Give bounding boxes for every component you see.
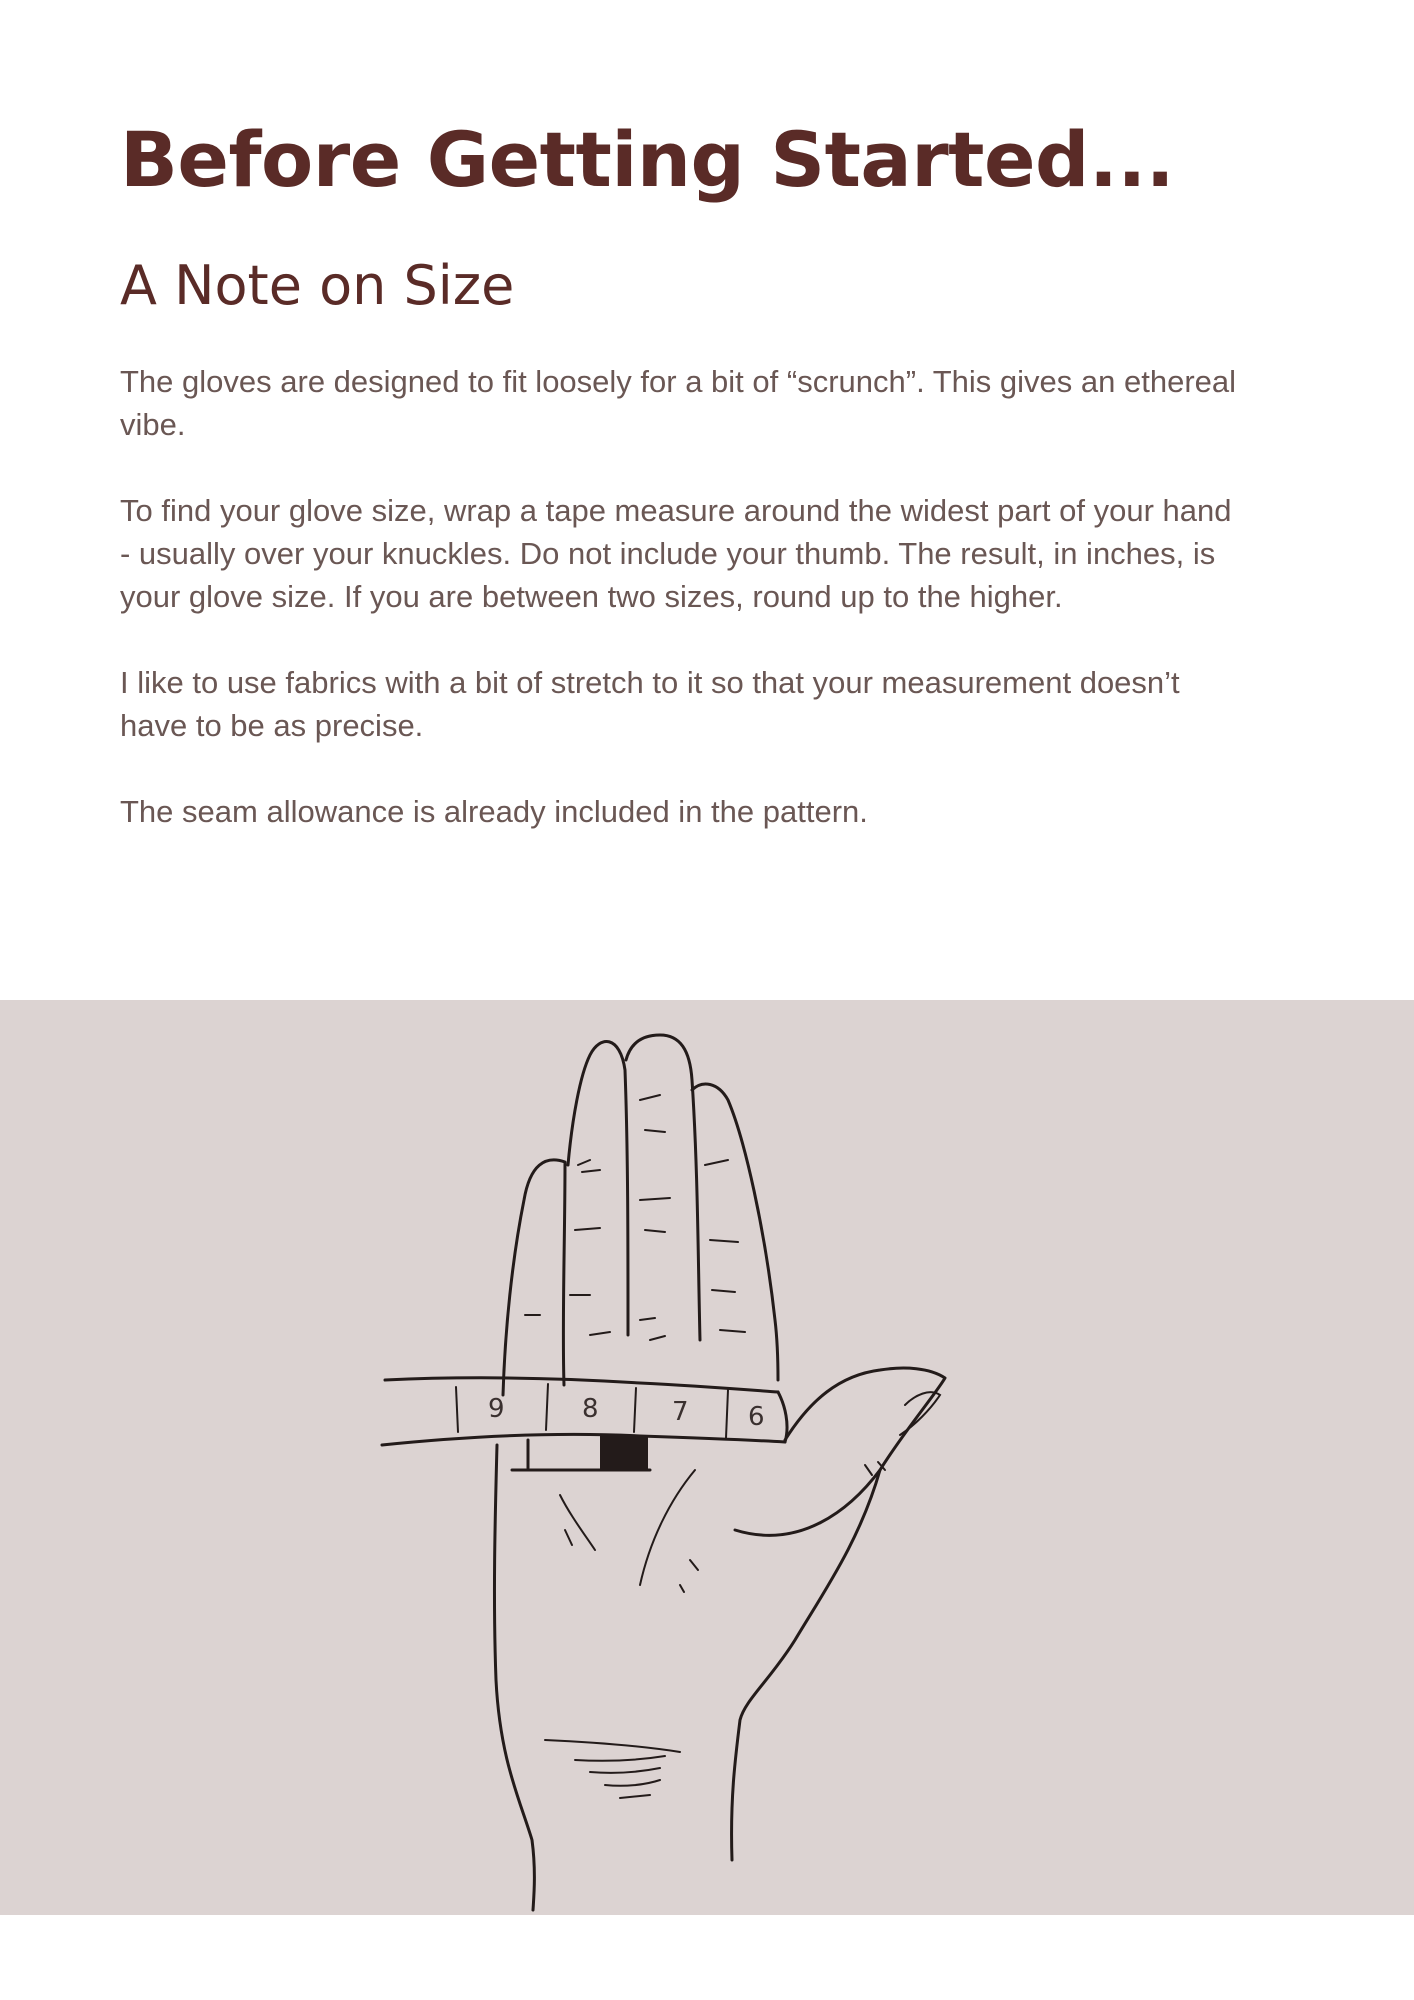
body-text	[120, 360, 1250, 876]
palm-left-outline	[494, 1445, 534, 1910]
tape-bottom-edge	[382, 1434, 785, 1445]
finger-creases	[525, 1095, 745, 1340]
illustration-panel	[0, 1000, 1414, 1915]
middle-finger-outline	[626, 1035, 700, 1340]
tape-end	[778, 1392, 787, 1442]
tape-mark-6: 6	[748, 1402, 765, 1432]
index-finger-outline	[692, 1084, 778, 1380]
paragraph-fabric: I like to use fabrics with a bit of stretch to it so that your measurement doesn’t have to be as precise.	[120, 665, 1180, 743]
wrist-creases	[545, 1740, 680, 1798]
hand-measuring-tape-illustration	[0, 1000, 1414, 1915]
tape-mark-8: 8	[582, 1394, 599, 1424]
paragraph-measure: To find your glove size, wrap a tape measure around the widest part of your hand - usually over your knuckles. Do not include your thumb. The result, in inches, is your glove size. If you are between two sizes, round up to the higher.	[120, 493, 1232, 614]
paragraph-fit: The gloves are designed to fit loosely for a bit of “scrunch”. This gives an ethereal vibe.	[120, 364, 1237, 442]
page-title: Before Getting Started...	[120, 115, 1175, 204]
section-heading: A Note on Size	[120, 254, 515, 317]
tape-top-edge	[385, 1378, 778, 1392]
ring-finger-outline	[568, 1041, 628, 1335]
palm-lines	[560, 1470, 698, 1592]
paragraph-seam: The seam allowance is already included in the pattern.	[120, 794, 868, 829]
thumb-outline	[735, 1368, 945, 1535]
tape-dark-block	[600, 1436, 648, 1470]
pinky-finger-outline	[503, 1160, 565, 1395]
tape-mark-9: 9	[488, 1394, 505, 1424]
tape-mark-7: 7	[672, 1397, 689, 1427]
